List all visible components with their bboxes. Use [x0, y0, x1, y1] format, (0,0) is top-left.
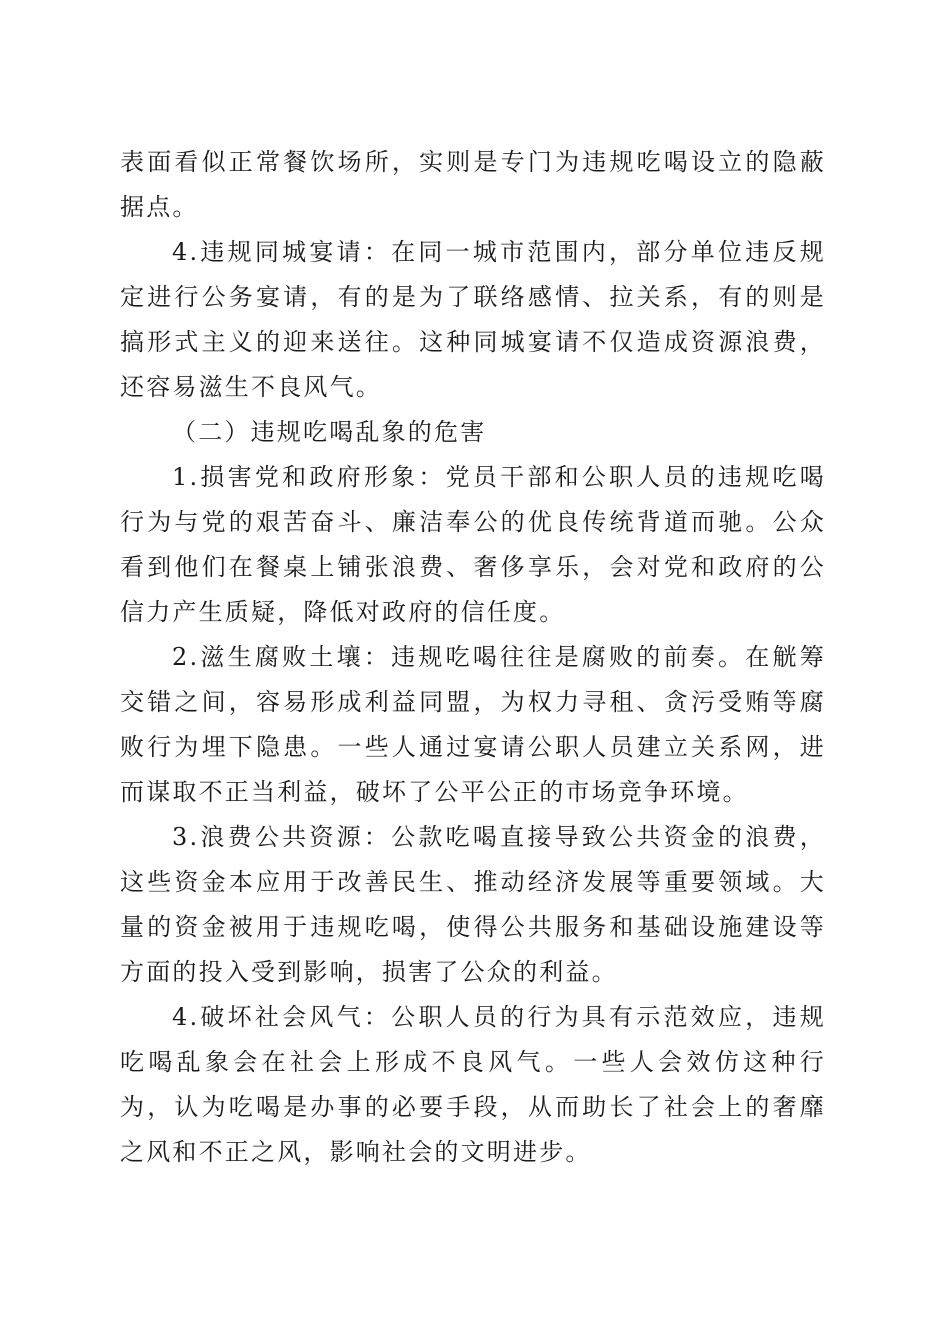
paragraph-harm-3: 3.浪费公共资源：公款吃喝直接导致公共资金的浪费，这些资金本应用于改善民生、推动经济发展等重要领域。大量的资金被用于违规吃喝，使得公共服务和基础设施建设等方面的投入受到影响，损害了公众的利益。: [120, 823, 826, 986]
document-page: [120, 140, 826, 1175]
paragraph-harm-2: 2.滋生腐败土壤：违规吃喝往往是腐败的前奏。在觥筹交错之间，容易形成利益同盟，为权力寻租、贪污受贿等腐败行为埋下隐患。一些人通过宴请公职人员建立关系网，进而谋取不正当利益，破坏了公平公正的市场竞争环境。: [120, 643, 826, 806]
paragraph-continuation: 表面看似正常餐饮场所，实则是专门为违规吃喝设立的隐蔽据点。: [120, 148, 826, 221]
paragraph-harm-4: 4.破坏社会风气：公职人员的行为具有示范效应，违规吃喝乱象会在社会上形成不良风气。一些人会效仿这种行为，认为吃喝是办事的必要手段，从而助长了社会上的奢靡之风和不正之风，影响社会的文明进步。: [120, 1003, 826, 1166]
paragraph-harm-1: 1.损害党和政府形象：党员干部和公职人员的违规吃喝行为与党的艰苦奋斗、廉洁奉公的优良传统背道而驰。公众看到他们在餐桌上铺张浪费、奢侈享乐，会对党和政府的公信力产生质疑，降低对政府的信任度。: [120, 463, 826, 626]
paragraph-item-4-banquet: 4.违规同城宴请：在同一城市范围内，部分单位违反规定进行公务宴请，有的是为了联络感情、拉关系，有的则是搞形式主义的迎来送往。这种同城宴请不仅造成资源浪费，还容易滋生不良风气。: [120, 238, 826, 401]
section-heading: （二）违规吃喝乱象的危害: [172, 418, 487, 446]
